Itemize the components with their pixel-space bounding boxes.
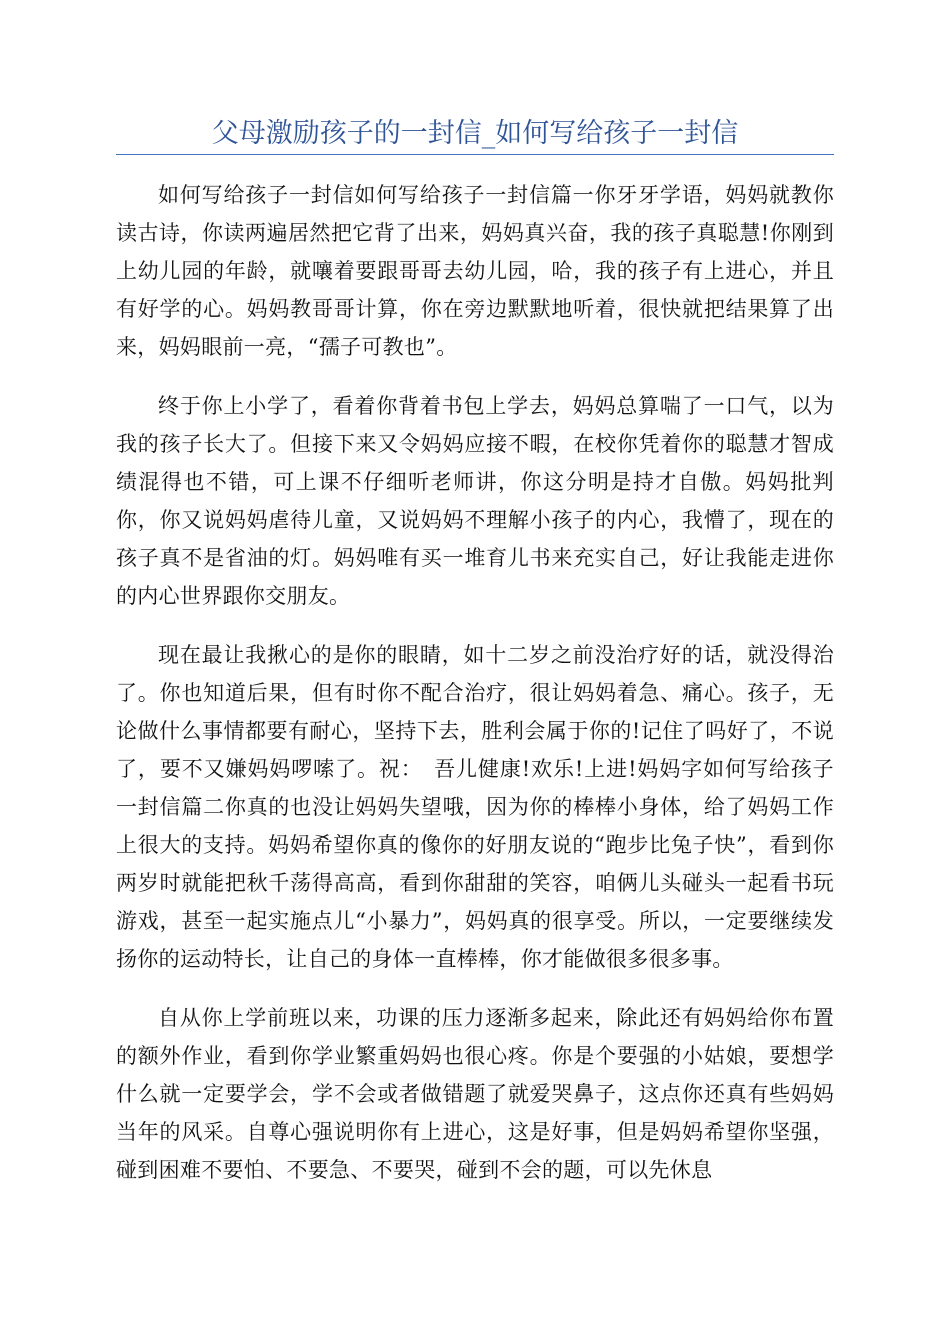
title-underline: [116, 154, 834, 155]
paragraph-1: 如何写给孩子一封信如何写给孩子一封信篇一你牙牙学语，妈妈就教你读古诗，你读两遍居然把它背了出来，妈妈真兴奋，我的孩子真聪慧!你刚到上幼儿园的年龄，就嚷着要跟哥哥去幼儿园，哈，我的孩子有上进心，并且有好学的心。妈妈教哥哥计算，你在旁边默默地听着，很快就把结果算了出来，妈妈眼前一亮，“孺子可教也”。: [116, 183, 834, 359]
paragraph-4: 自从你上学前班以来，功课的压力逐渐多起来，除此还有妈妈给你布置的额外作业，看到你学业繁重妈妈也很心疼。你是个要强的小姑娘，要想学什么就一定要学会，学不会或者做错题了就爱哭鼻子，这点你还真有些妈妈当年的风采。自尊心强说明你有上进心，这是好事，但是妈妈希望你坚强，碰到困难不要怕、不要急、不要哭，碰到不会的题，可以先休息: [116, 1006, 834, 1182]
document-title: 父母激励孩子的一封信_如何写给孩子一封信: [211, 118, 739, 149]
document-body: [116, 176, 834, 1210]
paragraph-2: 终于你上小学了，看着你背着书包上学去，妈妈总算喘了一口气，以为我的孩子长大了。但接下来又令妈妈应接不暇，在校你凭着你的聪慧才智成绩混得也不错，可上课不仔细听老师讲，你这分明是持才自傲。妈妈批判你，你又说妈妈虐待儿童，又说妈妈不理解小孩子的内心，我懵了，现在的孩子真不是省油的灯。妈妈唯有买一堆育儿书来充实自己，好让我能走进你的内心世界跟你交朋友。: [116, 394, 834, 608]
paragraph-3: 现在最让我揪心的是你的眼睛，如十二岁之前没治疗好的话，就没得治了。你也知道后果，但有时你不配合治疗，很让妈妈着急、痛心。孩子，无论做什么事情都要有耐心，坚持下去，胜利会属于你的!记住了吗好了，不说了，要不又嫌妈妈啰嗦了。祝： 吾儿健康!欢乐!上进!妈妈字如何写给孩子一封信篇二你真的也没让妈妈失望哦，因为你的棒棒小身体，给了妈妈工作上很大的支持。妈妈希望你真的像你的好朋友说的“跑步比兔子快”，看到你两岁时就能把秋千荡得高高，看到你甜甜的笑容，咱俩儿头碰头一起看书玩游戏，甚至一起实施点儿“小暴力”，妈妈真的很享受。所以，一定要继续发扬你的运动特长，让自己的身体一直棒棒，你才能做很多很多事。: [116, 643, 834, 971]
